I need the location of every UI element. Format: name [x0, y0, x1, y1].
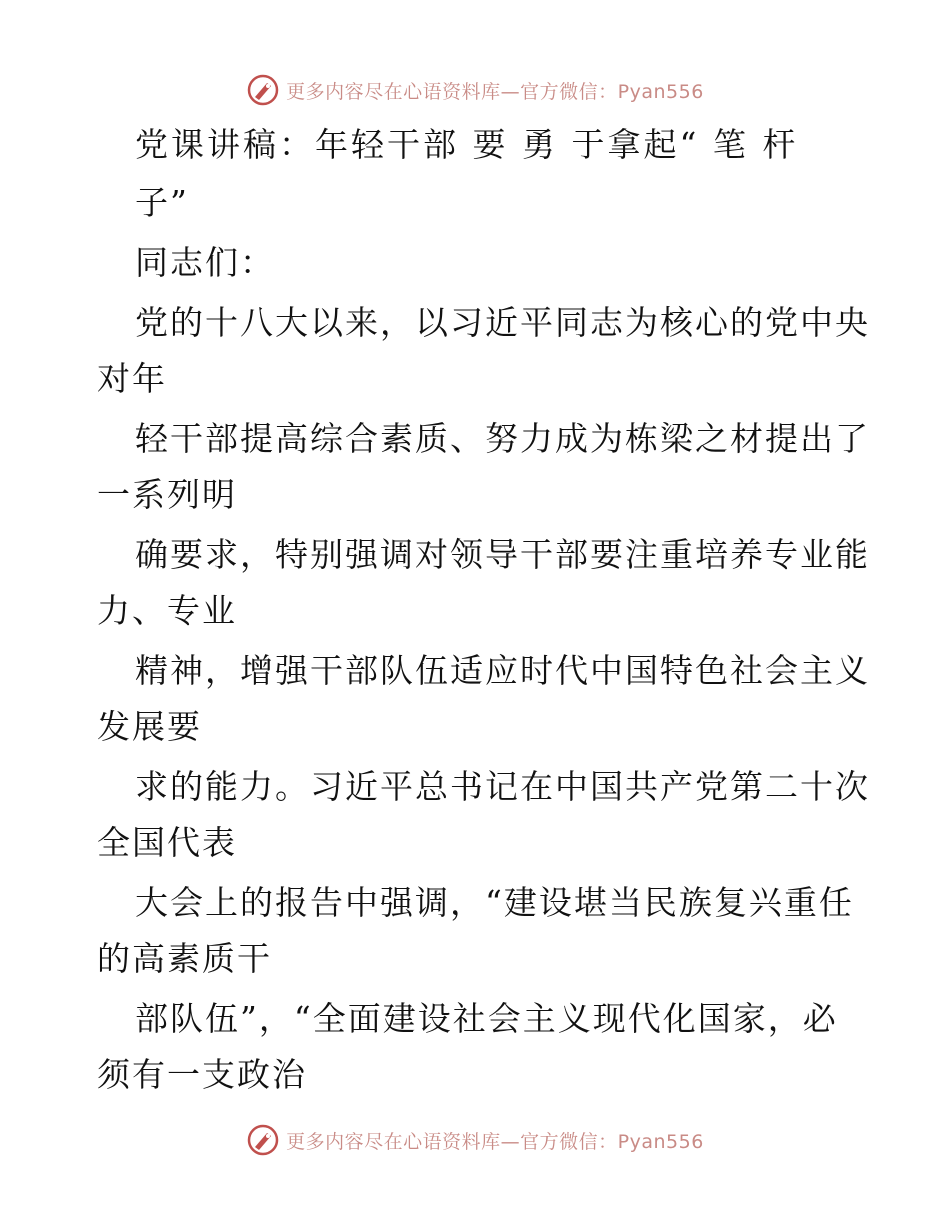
body-line: 须有一支政治: [97, 1055, 307, 1094]
body-line: 确要求，特别强调对领导干部要注重培养专业能: [135, 535, 870, 574]
header-banner: [0, 70, 950, 110]
body-line: 精神，增强干部队伍适应时代中国特色社会主义: [135, 651, 870, 690]
body-line: 力、专业: [97, 591, 237, 630]
body-line: 的高素质干: [97, 939, 272, 978]
body-line: 一系列明: [97, 475, 237, 514]
footer-banner: [0, 1120, 950, 1160]
body-line: 对年: [97, 359, 167, 398]
document-title-line-1: 党课讲稿：年轻干部 要 勇 于拿起“ 笔 杆: [135, 125, 799, 164]
banner-text: 更多内容尽在心语资料库—官方微信：Pyan556: [286, 1130, 704, 1153]
body-line: 求的能力。习近平总书记在中国共产党第二十次: [135, 767, 870, 806]
body-line: 轻干部提高综合素质、努力成为栋梁之材提出了: [135, 419, 870, 458]
banner-text: 更多内容尽在心语资料库—官方微信：Pyan556: [286, 80, 704, 103]
body-line: 党的十八大以来，以习近平同志为核心的党中央: [135, 303, 870, 342]
pen-nib-circle-icon: [246, 73, 280, 107]
body-line: 大会上的报告中强调，“建设堪当民族复兴重任: [135, 883, 854, 922]
body-line: 发展要: [97, 707, 202, 746]
pen-nib-circle-icon: [246, 1123, 280, 1157]
body-line: 部队伍”，“全面建设社会主义现代化国家，必: [135, 999, 838, 1038]
greeting: 同志们：: [135, 243, 275, 282]
body-line: 全国代表: [97, 823, 237, 862]
document-title-line-2: 子”: [135, 183, 189, 222]
